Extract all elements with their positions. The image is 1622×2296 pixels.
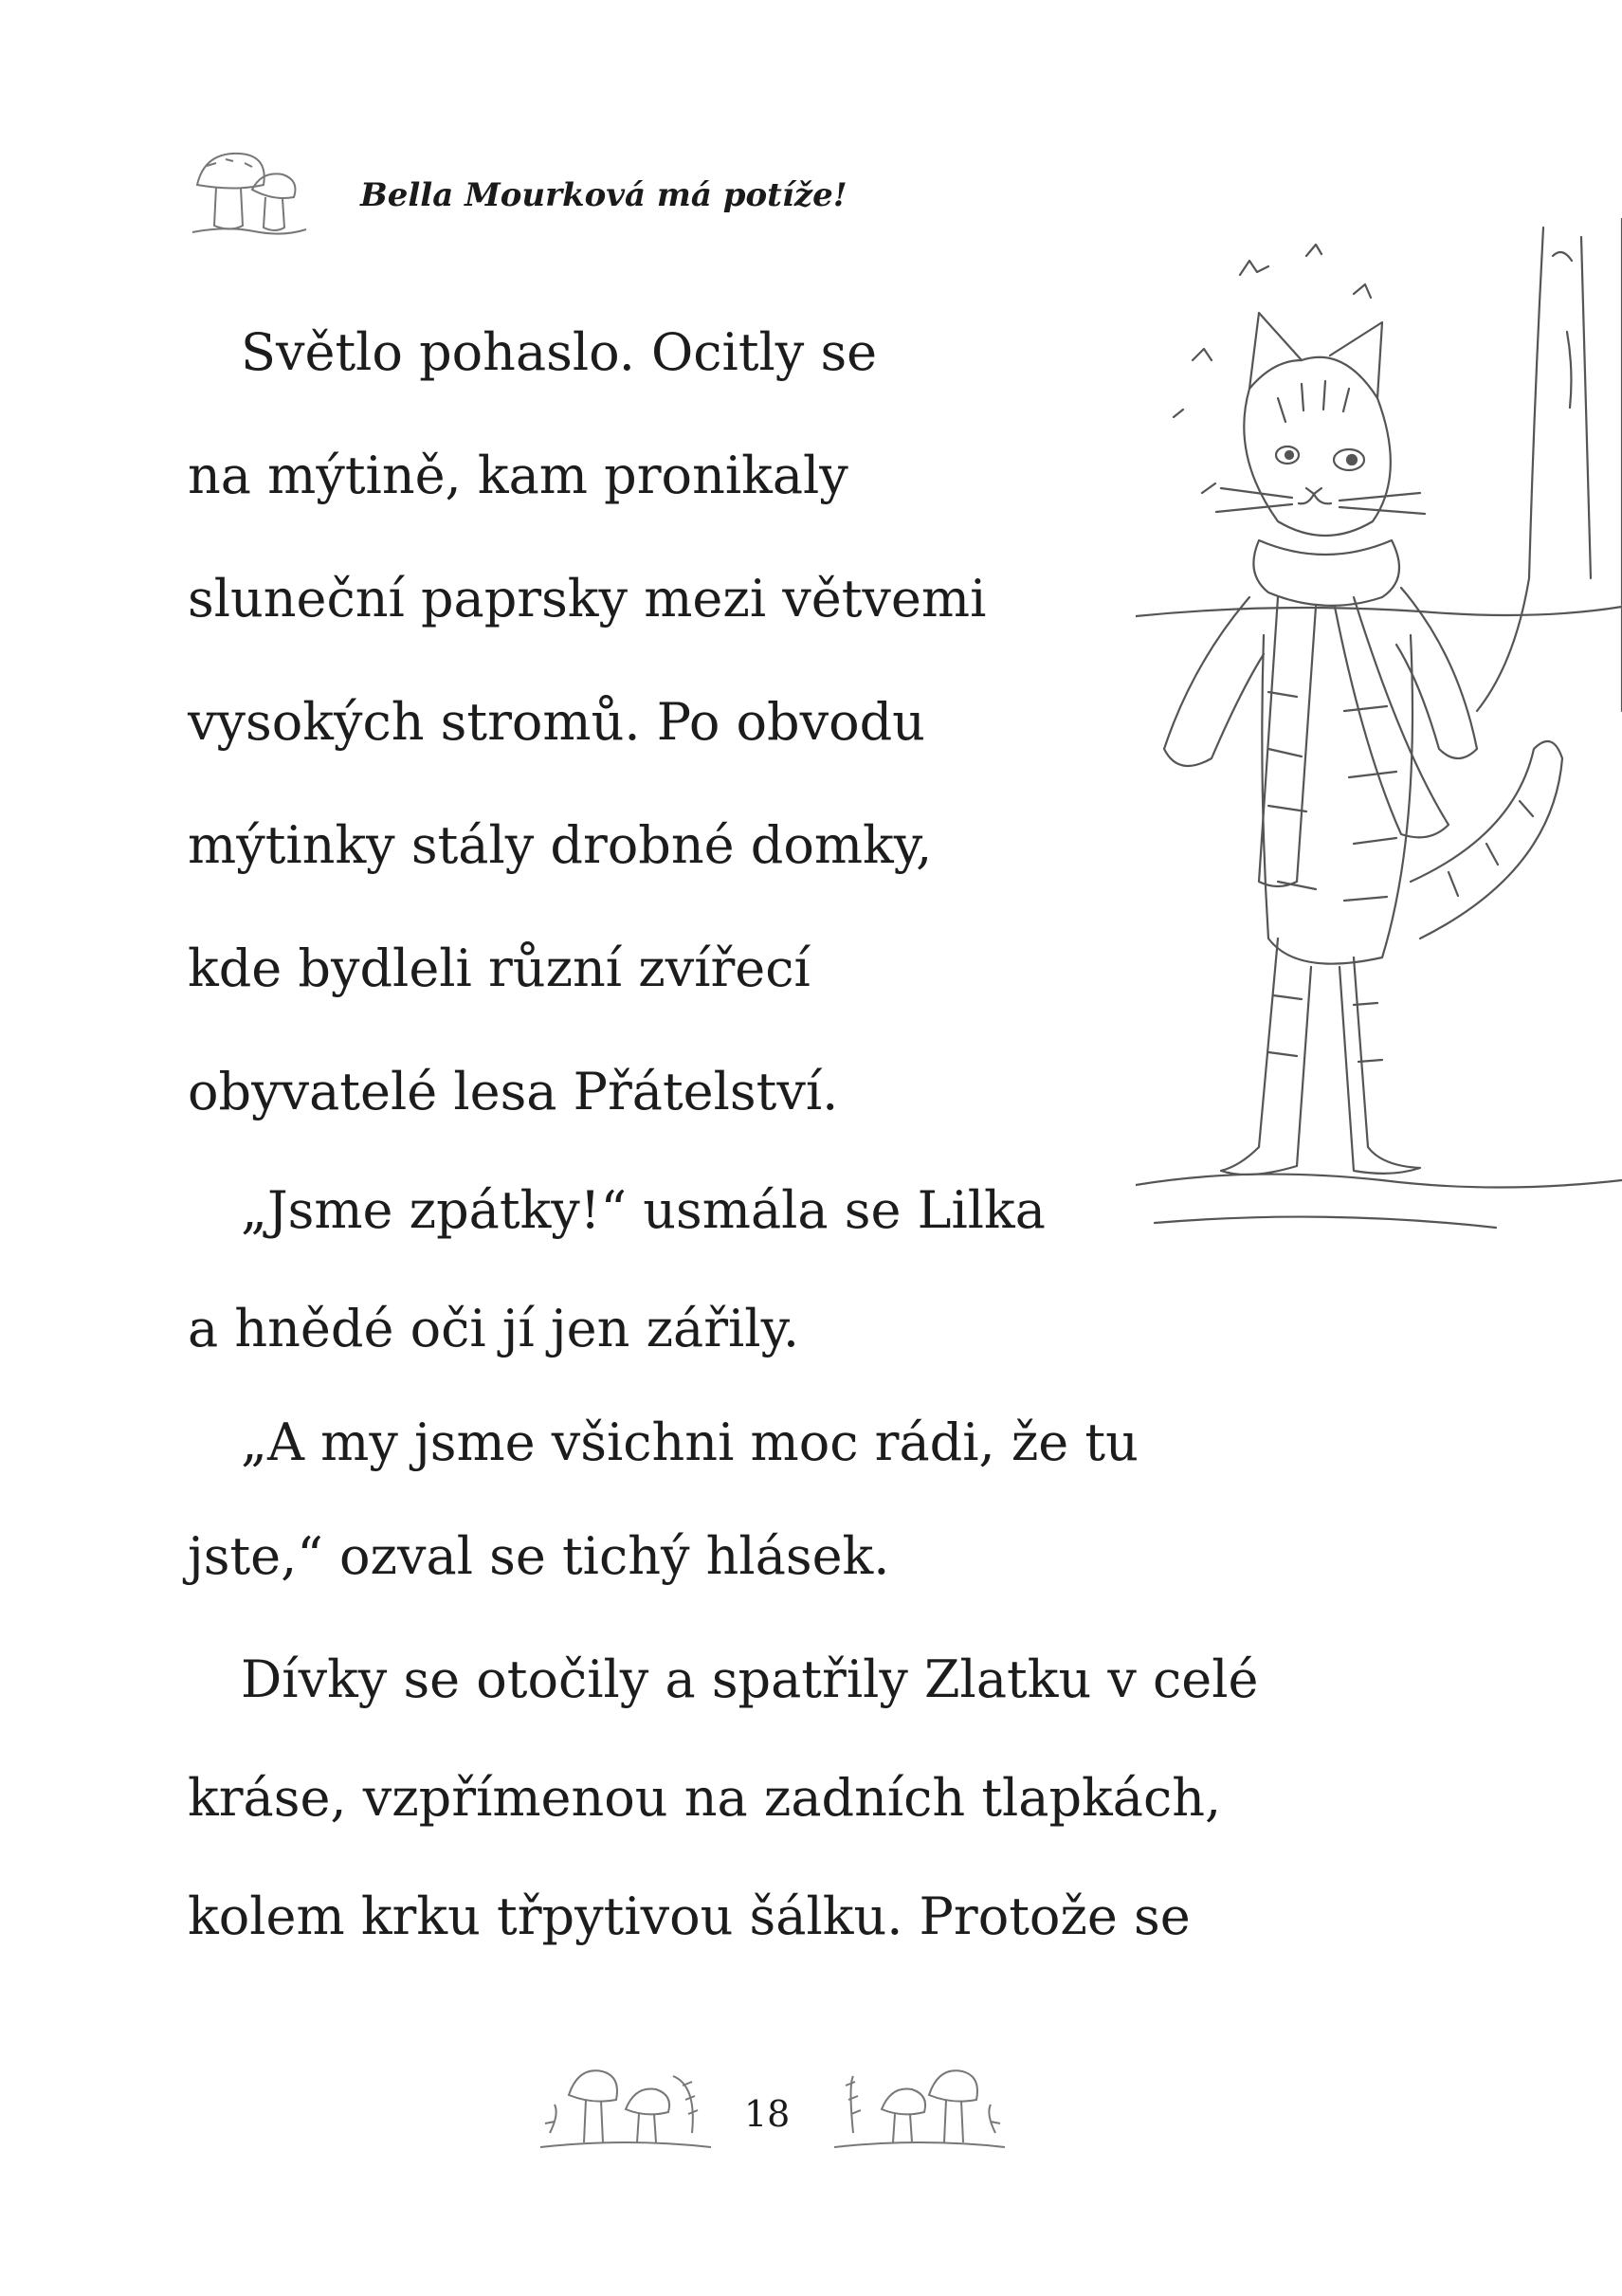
cat-with-scarf-illustration xyxy=(1136,218,1622,1308)
text-line-8: „Jsme zpátky!“ usmála se Lilka xyxy=(241,1180,1046,1240)
text-line-2: na mýtině, kam pronikaly xyxy=(188,446,848,505)
text-line-14: kolem krku třpytivou šálku. Protože se xyxy=(188,1886,1191,1946)
text-line-13: kráse, vzpřímenou na zadních tlapkách, xyxy=(188,1768,1222,1828)
page-number: 18 xyxy=(744,2093,791,2135)
text-line-9: a hnědé oči jí jen zářily. xyxy=(188,1299,800,1358)
text-line-12: Dívky se otočily a spatřily Zlatku v celé xyxy=(241,1649,1259,1709)
mushroom-ornament-icon xyxy=(531,2057,720,2161)
text-line-4: vysokých stromů. Po obvodu xyxy=(188,692,925,752)
text-line-10: „A my jsme všichni moc rádi, že tu xyxy=(241,1412,1139,1472)
text-line-1: Světlo pohaslo. Ocitly se xyxy=(241,322,878,382)
text-line-6: kde bydleli různí zvířecí xyxy=(188,938,811,998)
text-line-11: jste,“ ozval se tichý hlásek. xyxy=(188,1526,890,1586)
mushroom-sketch-icon xyxy=(188,142,311,246)
page-footer xyxy=(531,2057,1024,2171)
running-title: Bella Mourková má potíže! xyxy=(360,176,847,214)
text-line-5: mýtinky stály drobné domky, xyxy=(188,815,933,875)
running-header xyxy=(188,142,851,256)
text-line-3: sluneční paprsky mezi větvemi xyxy=(188,569,987,629)
mushroom-ornament-icon xyxy=(825,2057,1014,2161)
text-line-7: obyvatelé lesa Přátelství. xyxy=(188,1062,839,1121)
